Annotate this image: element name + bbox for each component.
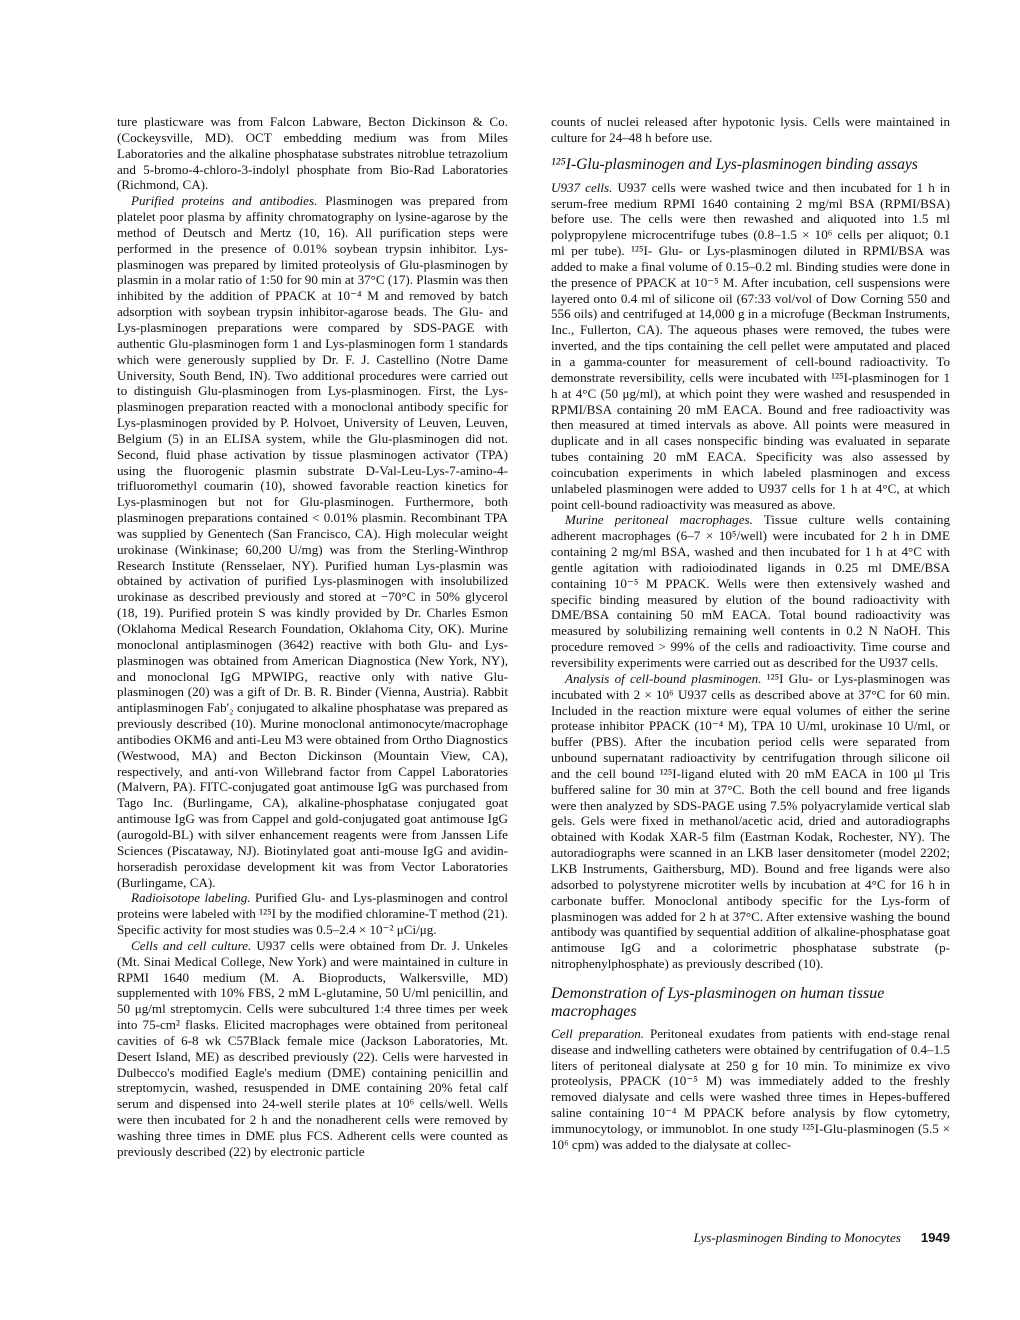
- paragraph-text: Purified Glu- and Lys-plasminogen and control proteins were labeled with ¹²⁵I by the modified chloramine-T method (21). Specific activity for most studies was 0.5–2.4 × 10⁻² μCi/μg.: [117, 890, 509, 938]
- right-column: [551, 114, 950, 1153]
- running-title: Lys-plasminogen Binding to Monocytes: [693, 1230, 901, 1245]
- paragraph-text: U937 cells were obtained from Dr. J. Unkeles (Mt. Sinai Medical College, New York) and were maintained in culture in RPMI 1640 medium (M. A. Bioproducts, Walkersville, MD) supplemented with 10% FBS, 2 mM L-glutamine, 50 U/ml penicillin, and 50 μg/ml streptomycin. Cells were subcultured 1:4 three times per week into 75-cm² flasks. Elicited macrophages were obtained from peritoneal cavities of 6-8 wk C57Black female mice (Jackson Laboratories, Mt. Desert Island, ME) as described previously (22). Cells were harvested in Dulbecco's modified Eagle's medium (DME) containing penicillin and streptomycin, washed, resuspended in DME containing 20% fetal calf serum and dispensed into 24-well sterile plates at 10⁶ cells/well. Wells were then incubated for 2 h and the nonadherent cells were removed by washing three times in DME plus FCS. Adherent cells were counted as previously described (22) by electronic particle: [117, 937, 508, 1159]
- paragraph-cells: [117, 938, 508, 1160]
- run-in-heading: Cells and cell culture.: [131, 937, 252, 953]
- paragraph-intro: ture plasticware was from Falcon Labware, Becton Dickinson & Co. (Cockeysville, MD). OCT embedding medium was from Miles Laboratories and the alkaline phosphatase substrates nitroblue tetrazolium and 5-bromo-4-chloro-3-indolyl phosphate from Bio-Rad Laboratories (Richmond, CA).: [117, 114, 508, 193]
- paragraph-u937: [551, 180, 950, 513]
- subsection-heading-binding-assays: ¹²⁵I-Glu-plasminogen and Lys-plasminogen binding assays: [551, 155, 918, 173]
- left-column: [117, 114, 508, 1160]
- section-heading-demonstration: Demonstration of Lys-plasminogen on human tissue macrophages: [551, 984, 885, 1020]
- paragraph-purified-proteins: [117, 193, 508, 890]
- paragraph-text: Plasminogen was prepared from platelet poor plasma by affinity chromatography on lysine-agarose by the method of Deutsch and Mertz (10, 16). All purification steps were performed in the presence of 0.01% soybean trypsin inhibitor. Lys-plasminogen was prepared by limited proteolysis of Glu-plasminogen by plasmin in a molar ratio of 1:50 for 90 min at 37°C (17). Plasmin was then inhibited by the addition of PPACK at 10⁻⁴ M and removed by batch adsorption with soybean trypsin inhibitor-agarose beads. The Glu- and Lys-plasminogen preparations were compared by SDS-PAGE with authentic Glu-plasminogen form 1 and Lys-plasminogen form 1 standards which were generously supplied by Dr. F. J. Castellino (Notre Dame University, South Bend, IN). Two additional procedures were carried out to distinguish Glu-plasminogen from Lys-plasminogen. First, the Lys-plasminogen preparation reacted with a monoclonal antibody specific for Lys-plasminogen provided by P. Holvoet, University of Leuven, Leuven, Belgium (5) in an ELISA system, while the Glu-plasminogen did not. Second, fluid phase activation by tissue plasminogen activator (TPA) using the fluorogenic plasmin substrate D-Val-Leu-Lys-7-amino-4-trifluoromethyl coumarin (10), showed favorable reaction kinetics for Lys-plasminogen but not for Glu-plasminogen. Furthermore, both plasminogen preparations contained < 0.01% plasmin. Recombinant TPA was supplied by Genentech (San Francisco, CA). High molecular weight urokinase (Winkinase; 60,200 U/mg) was from the Sterling-Winthrop Research Institute (Rensselaer, NY). Purified human Lys-plasmin was obtained by activation of purified Lys-plasminogen with insolubilized urokinase as described previously and stored at −70°C in 50% glycerol (18, 19). Purified protein S was kindly provided by Dr. Charles Esmon (Oklahoma Medical Research Foundation, Oklahoma City, OK). Murine monoclonal antiplasminogen (3642) reactive with both Glu- and Lys-plasminogen was obtained from American Diagnostica (New York, NY), and monoclonal IgG MPWIPG, reactive only with native Glu-plasminogen (20) was a gift of Dr. B. R. Binder (Vienna, Austria). Rabbit antiplasminogen Fab'₂ conjugated to alkaline phosphatase was prepared as previously described (10). Murine monoclonal antimonocyte/macrophage antibodies OKM6 and anti-Leu M3 were obtained from Ortho Diagnostics (Westwood, MA) and Becton Dickinson (Mountain View, CA), respectively, and anti-von Willebrand factor from Cappel Laboratories (Malvern, PA). FITC-conjugated goat antimouse IgG was purchased from Tago Inc. (Burlingame, CA), alkaline-phosphatase conjugated goat antimouse IgG was from Cappel and gold-conjugated goat antimouse IgG (aurogold-BL) with silver enhancement reagents were from Janssen Life Sciences (Piscataway, NJ). Biotinylated goat anti-mouse IgG and avidin-horseradish peroxidase development kit was from Vector Laboratories (Burlingame, CA).: [117, 193, 508, 890]
- run-in-heading: Analysis of cell-bound plasminogen.: [565, 670, 762, 686]
- paragraph-text: U937 cells were washed twice and then incubated for 1 h in serum-free medium RPMI 1640 containing 2 mg/ml BSA (RPMI/BSA) before use. The cells were then rewashed and aliquoted into 1.5 ml polypropylene microcentrifuge tubes (0.8–1.5 × 10⁶ cells per aliquot; 0.1 ml per tube). ¹²⁵I- Glu- or Lys-plasminogen diluted in RPMI/BSA was added to make a final volume of 0.15–0.2 ml. Binding studies were done in the presence of PPACK at 10⁻⁵ M. After incubation, cell suspensions were layered onto 0.4 ml of silicone oil (67:33 vol/vol of Dow Corning 550 and 556 oils) and centrifuged at 14,000 g in a microfuge (Beckman Instruments, Inc., Fullerton, CA). The aqueous phases were removed, the tubes were inverted, and the tips containing the cell pellet were amputated and placed in a gamma-counter for measurement of cell-bound radioactivity. To demonstrate reversibility, cells were incubated with ¹²⁵I-plasminogen for 1 h at 4°C (50 μg/ml), at which point they were washed and resuspended in RPMI/BSA containing 20 mM EACA. Bound and free radioactivity was then measured at timed intervals as above. All points were measured in duplicate and in all cases nonspecific binding was evaluated in separate tubes containing 20 mM EACA. Specificity was also assessed by coincubation experiments in which labeled plasminogen and excess unlabeled plasminogen were added to U937 cells for 1 h at 4°C, at which point cell-bound radioactivity was measured as above.: [551, 179, 950, 512]
- paragraph-analysis: [551, 671, 950, 972]
- run-in-heading: Radioisotope labeling.: [131, 890, 251, 906]
- paragraph-text: ¹²⁵I Glu- or Lys-plasminogen was incubated with 2 × 10⁶ U937 cells as described above at 37°C for 60 min. Included in the reaction mixture were equal volumes of either the serine protease inhibitor PPACK (10⁻⁴ M), TPA 10 U/ml, urokinase 10 U/ml, or buffer (PBS). After the incubation period cells were separated from unbound supernatant radioactivity by centrifugation through silicone oil and the cell bound ¹²⁵I-ligand eluted with 20 mM EACA in 100 μl Tris buffered saline for 30 min at 37°C. Both the cell bound and free ligands were then analyzed by SDS-PAGE using 7.5% polyacrylamide vertical slab gels. Gels were fixed in methanol/acetic acid, dried and autoradiographs obtained with Kodak XAR-5 film (Eastman Kodak, Rochester, NY). The autoradiographs were scanned in an LKB laser densitometer (model 2202; LKB Instruments, Gaithersburg, MD). Bound and free ligands were also adsorbed to polystyrene microtiter wells by incubation at 4°C for 16 h in carbonate buffer. Monoclonal antibody specific for the Lys-form of plasminogen was added for 2 h at 37°C. After extensive washing the bound antibody was quantified by sequential addition of alkaline-phosphatase goat antimouse IgG and a colorimetric phosphatase substrate (p-nitrophenylphosphate) as previously described (10).: [551, 670, 950, 972]
- page-number: 1949: [920, 1230, 950, 1245]
- run-in-heading: Purified proteins and antibodies.: [131, 193, 318, 209]
- page-footer: [551, 1230, 950, 1246]
- paragraph-text: Peritoneal exudates from patients with end-stage renal disease and indwelling catheters were obtained by centrifugation of 0.4–1.5 liters of peritoneal dialysate at 250 g for 10 min. To minimize ex vivo proteolysis, PPACK (10⁻⁵ M) was immediately added to the freshly removed dialysate and cells were washed three times in Hepes-buffered saline containing 10⁻⁴ M PPACK before analysis by flow cytometry, immunocytology, or immunoblot. In one study ¹²⁵I-Glu-plasminogen (5.5 × 10⁶ cpm) was added to the dialysate at collec-: [551, 1025, 950, 1152]
- run-in-heading: Cell preparation.: [551, 1025, 645, 1041]
- paragraph-cell-preparation: [551, 1026, 950, 1153]
- paragraph-murine-macrophages: [551, 512, 950, 670]
- paragraph-radioisotope: [117, 890, 508, 938]
- run-in-heading: Murine peritoneal macrophages.: [565, 512, 753, 528]
- paragraph-continued: counts of nuclei released after hypotonic lysis. Cells were maintained in culture for 24–48 h before use.: [551, 114, 950, 145]
- run-in-heading: U937 cells.: [551, 179, 613, 195]
- paragraph-text: Tissue culture wells containing adherent macrophages (6–7 × 10⁵/well) were incubated for 2 h in DME containing 2 mg/ml BSA, washed and then incubated for 1 h at 4°C with gentle agitation with radioiodinated ligands in 0.25 ml DME/BSA containing 10⁻⁵ M PPACK. Wells were then extensively washed and specific binding measured by elution of the bound radioactivity with DME/BSA containing 50 mM EACA. Total bound radioactivity was measured by solubilizing remaining well contents in 0.2 N NaOH. This procedure removed > 99% of the cells and radioactivity. Time course and reversibility experiments were carried out as described for the U937 cells.: [551, 512, 950, 670]
